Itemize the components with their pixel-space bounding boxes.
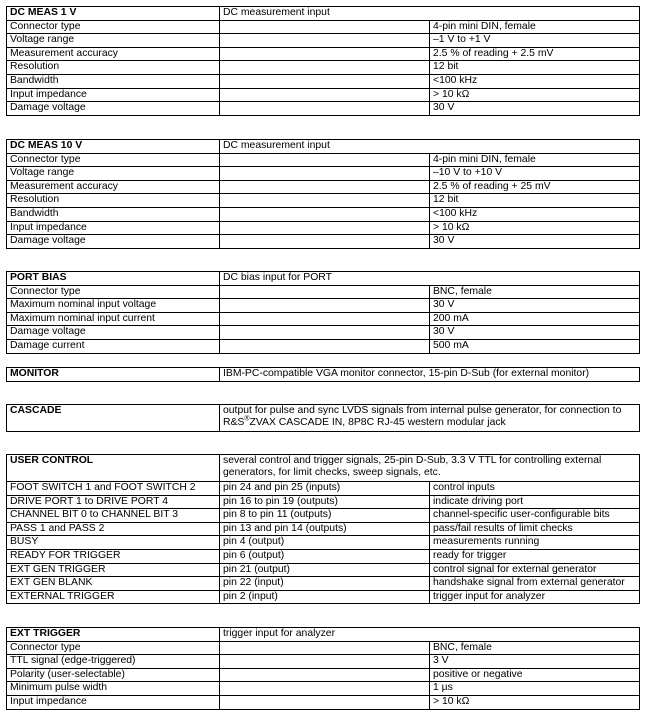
table-row — [7, 682, 640, 696]
signal-name: EXT GEN BLANK — [7, 577, 220, 591]
table-row — [7, 590, 640, 604]
param-value: BNC, female — [430, 285, 640, 299]
param-label: Maximum nominal input current — [7, 312, 220, 326]
param-label: Damage voltage — [7, 102, 220, 116]
section-description: trigger input for analyzer — [220, 628, 640, 642]
param-value: positive or negative — [430, 668, 640, 682]
section-title: DC MEAS 1 V — [7, 7, 220, 21]
table-row — [7, 326, 640, 340]
signal-function: indicate driving port — [430, 495, 640, 509]
ext-trigger-table — [6, 627, 640, 710]
param-label: Connector type — [7, 285, 220, 299]
param-label: Maximum nominal input voltage — [7, 299, 220, 313]
section-title: PORT BIAS — [7, 272, 220, 286]
empty-cell — [220, 299, 430, 313]
table-row — [7, 194, 640, 208]
section-title: EXT TRIGGER — [7, 628, 220, 642]
param-value: –10 V to +10 V — [430, 167, 640, 181]
empty-cell — [220, 207, 430, 221]
empty-cell — [220, 655, 430, 669]
param-value: 30 V — [430, 102, 640, 116]
signal-name: READY FOR TRIGGER — [7, 549, 220, 563]
table-row — [7, 655, 640, 669]
signal-name: BUSY — [7, 536, 220, 550]
table-header-row — [7, 628, 640, 642]
signal-name: EXT GEN TRIGGER — [7, 563, 220, 577]
table-row — [7, 221, 640, 235]
param-value: 2.5 % of reading + 2.5 mV — [430, 47, 640, 61]
section-title: DC MEAS 10 V — [7, 140, 220, 154]
table-row — [7, 74, 640, 88]
table-row — [7, 285, 640, 299]
signal-name: CHANNEL BIT 0 to CHANNEL BIT 3 — [7, 509, 220, 523]
empty-cell — [220, 153, 430, 167]
param-label: Measurement accuracy — [7, 180, 220, 194]
pin-assignment: pin 22 (input) — [220, 577, 430, 591]
signal-name: FOOT SWITCH 1 and FOOT SWITCH 2 — [7, 482, 220, 496]
pin-assignment: pin 6 (output) — [220, 549, 430, 563]
param-label: Damage voltage — [7, 326, 220, 340]
param-label: Polarity (user-selectable) — [7, 668, 220, 682]
empty-cell — [220, 339, 430, 353]
table-row — [7, 312, 640, 326]
param-label: Voltage range — [7, 167, 220, 181]
empty-cell — [220, 695, 430, 709]
param-value: BNC, female — [430, 641, 640, 655]
signal-name: EXTERNAL TRIGGER — [7, 590, 220, 604]
table-row — [7, 668, 640, 682]
param-value: 30 V — [430, 235, 640, 249]
param-label: Bandwidth — [7, 207, 220, 221]
table-header-row — [7, 368, 640, 382]
param-label: Input impedance — [7, 88, 220, 102]
empty-cell — [220, 167, 430, 181]
table-row — [7, 20, 640, 34]
table-row — [7, 509, 640, 523]
signal-function: handshake signal from external generator — [430, 577, 640, 591]
param-label: Minimum pulse width — [7, 682, 220, 696]
param-value: <100 kHz — [430, 74, 640, 88]
param-label: Resolution — [7, 194, 220, 208]
signal-function: pass/fail results of limit checks — [430, 522, 640, 536]
table-row — [7, 641, 640, 655]
table-row — [7, 153, 640, 167]
table-header-row — [7, 140, 640, 154]
pin-assignment: pin 8 to pin 11 (outputs) — [220, 509, 430, 523]
signal-function: channel-specific user-configurable bits — [430, 509, 640, 523]
param-value: > 10 kΩ — [430, 88, 640, 102]
port-bias-table — [6, 271, 640, 354]
registered-mark: ® — [244, 415, 250, 423]
section-description: several control and trigger signals, 25-pin D-Sub, 3.3 V TTL for controlling external generators, for limit checks, sweep signals, etc. — [220, 455, 640, 482]
section-description: DC bias input for PORT — [220, 272, 640, 286]
section-description: DC measurement input — [220, 140, 640, 154]
table-row — [7, 47, 640, 61]
signal-name: DRIVE PORT 1 to DRIVE PORT 4 — [7, 495, 220, 509]
param-value: 2.5 % of reading + 25 mV — [430, 180, 640, 194]
section-description — [220, 405, 640, 432]
param-value: 30 V — [430, 299, 640, 313]
pin-assignment: pin 13 and pin 14 (outputs) — [220, 522, 430, 536]
param-value: 3 V — [430, 655, 640, 669]
param-value: 30 V — [430, 326, 640, 340]
param-value: 12 bit — [430, 61, 640, 75]
empty-cell — [220, 102, 430, 116]
table-header-row — [7, 7, 640, 21]
dc-meas-1v-table — [6, 6, 640, 116]
section-title: CASCADE — [7, 405, 220, 432]
param-value: 200 mA — [430, 312, 640, 326]
empty-cell — [220, 88, 430, 102]
empty-cell — [220, 235, 430, 249]
param-label: Connector type — [7, 20, 220, 34]
desc-text: output for pulse and sync LVDS signals from internal pulse generator, for connection to R&S — [223, 405, 622, 429]
table-row — [7, 695, 640, 709]
table-row — [7, 167, 640, 181]
table-header-row — [7, 455, 640, 482]
empty-cell — [220, 285, 430, 299]
param-label: Damage voltage — [7, 235, 220, 249]
param-label: Connector type — [7, 153, 220, 167]
table-row — [7, 495, 640, 509]
empty-cell — [220, 668, 430, 682]
param-label: Input impedance — [7, 221, 220, 235]
monitor-table — [6, 367, 640, 382]
table-row — [7, 299, 640, 313]
table-row — [7, 522, 640, 536]
param-label: Resolution — [7, 61, 220, 75]
param-value: > 10 kΩ — [430, 221, 640, 235]
table-header-row — [7, 405, 640, 432]
signal-name: PASS 1 and PASS 2 — [7, 522, 220, 536]
empty-cell — [220, 47, 430, 61]
table-row — [7, 339, 640, 353]
signal-function: ready for trigger — [430, 549, 640, 563]
empty-cell — [220, 20, 430, 34]
param-label: Voltage range — [7, 34, 220, 48]
table-row — [7, 549, 640, 563]
empty-cell — [220, 194, 430, 208]
param-label: Input impedance — [7, 695, 220, 709]
table-row — [7, 88, 640, 102]
signal-function: trigger input for analyzer — [430, 590, 640, 604]
pin-assignment: pin 4 (output) — [220, 536, 430, 550]
param-label: TTL signal (edge-triggered) — [7, 655, 220, 669]
empty-cell — [220, 34, 430, 48]
param-value: 12 bit — [430, 194, 640, 208]
table-row — [7, 180, 640, 194]
param-value: <100 kHz — [430, 207, 640, 221]
param-label: Bandwidth — [7, 74, 220, 88]
dc-meas-10v-table — [6, 139, 640, 249]
section-title: USER CONTROL — [7, 455, 220, 482]
section-description: DC measurement input — [220, 7, 640, 21]
empty-cell — [220, 641, 430, 655]
pin-assignment: pin 2 (input) — [220, 590, 430, 604]
param-value: 1 µs — [430, 682, 640, 696]
user-control-table — [6, 454, 640, 604]
param-label: Connector type — [7, 641, 220, 655]
section-description: IBM-PC-compatible VGA monitor connector, 15-pin D-Sub (for external monitor) — [220, 368, 640, 382]
empty-cell — [220, 326, 430, 340]
empty-cell — [220, 61, 430, 75]
param-value: 500 mA — [430, 339, 640, 353]
pin-assignment: pin 16 to pin 19 (outputs) — [220, 495, 430, 509]
pin-assignment: pin 21 (output) — [220, 563, 430, 577]
signal-function: measurements running — [430, 536, 640, 550]
param-value: –1 V to +1 V — [430, 34, 640, 48]
table-row — [7, 577, 640, 591]
empty-cell — [220, 312, 430, 326]
empty-cell — [220, 682, 430, 696]
desc-text: ZVAX CASCADE IN, 8P8C RJ-45 western modular jack — [249, 417, 506, 429]
empty-cell — [220, 221, 430, 235]
cascade-table — [6, 404, 640, 432]
table-row — [7, 536, 640, 550]
table-row — [7, 563, 640, 577]
table-row — [7, 482, 640, 496]
pin-assignment: pin 24 and pin 25 (inputs) — [220, 482, 430, 496]
table-row — [7, 235, 640, 249]
param-label: Measurement accuracy — [7, 47, 220, 61]
table-row — [7, 61, 640, 75]
empty-cell — [220, 180, 430, 194]
empty-cell — [220, 74, 430, 88]
signal-function: control signal for external generator — [430, 563, 640, 577]
table-row — [7, 34, 640, 48]
param-value: 4-pin mini DIN, female — [430, 20, 640, 34]
signal-function: control inputs — [430, 482, 640, 496]
param-value: > 10 kΩ — [430, 695, 640, 709]
table-row — [7, 207, 640, 221]
table-row — [7, 102, 640, 116]
section-title: MONITOR — [7, 368, 220, 382]
table-header-row — [7, 272, 640, 286]
param-label: Damage current — [7, 339, 220, 353]
param-value: 4-pin mini DIN, female — [430, 153, 640, 167]
